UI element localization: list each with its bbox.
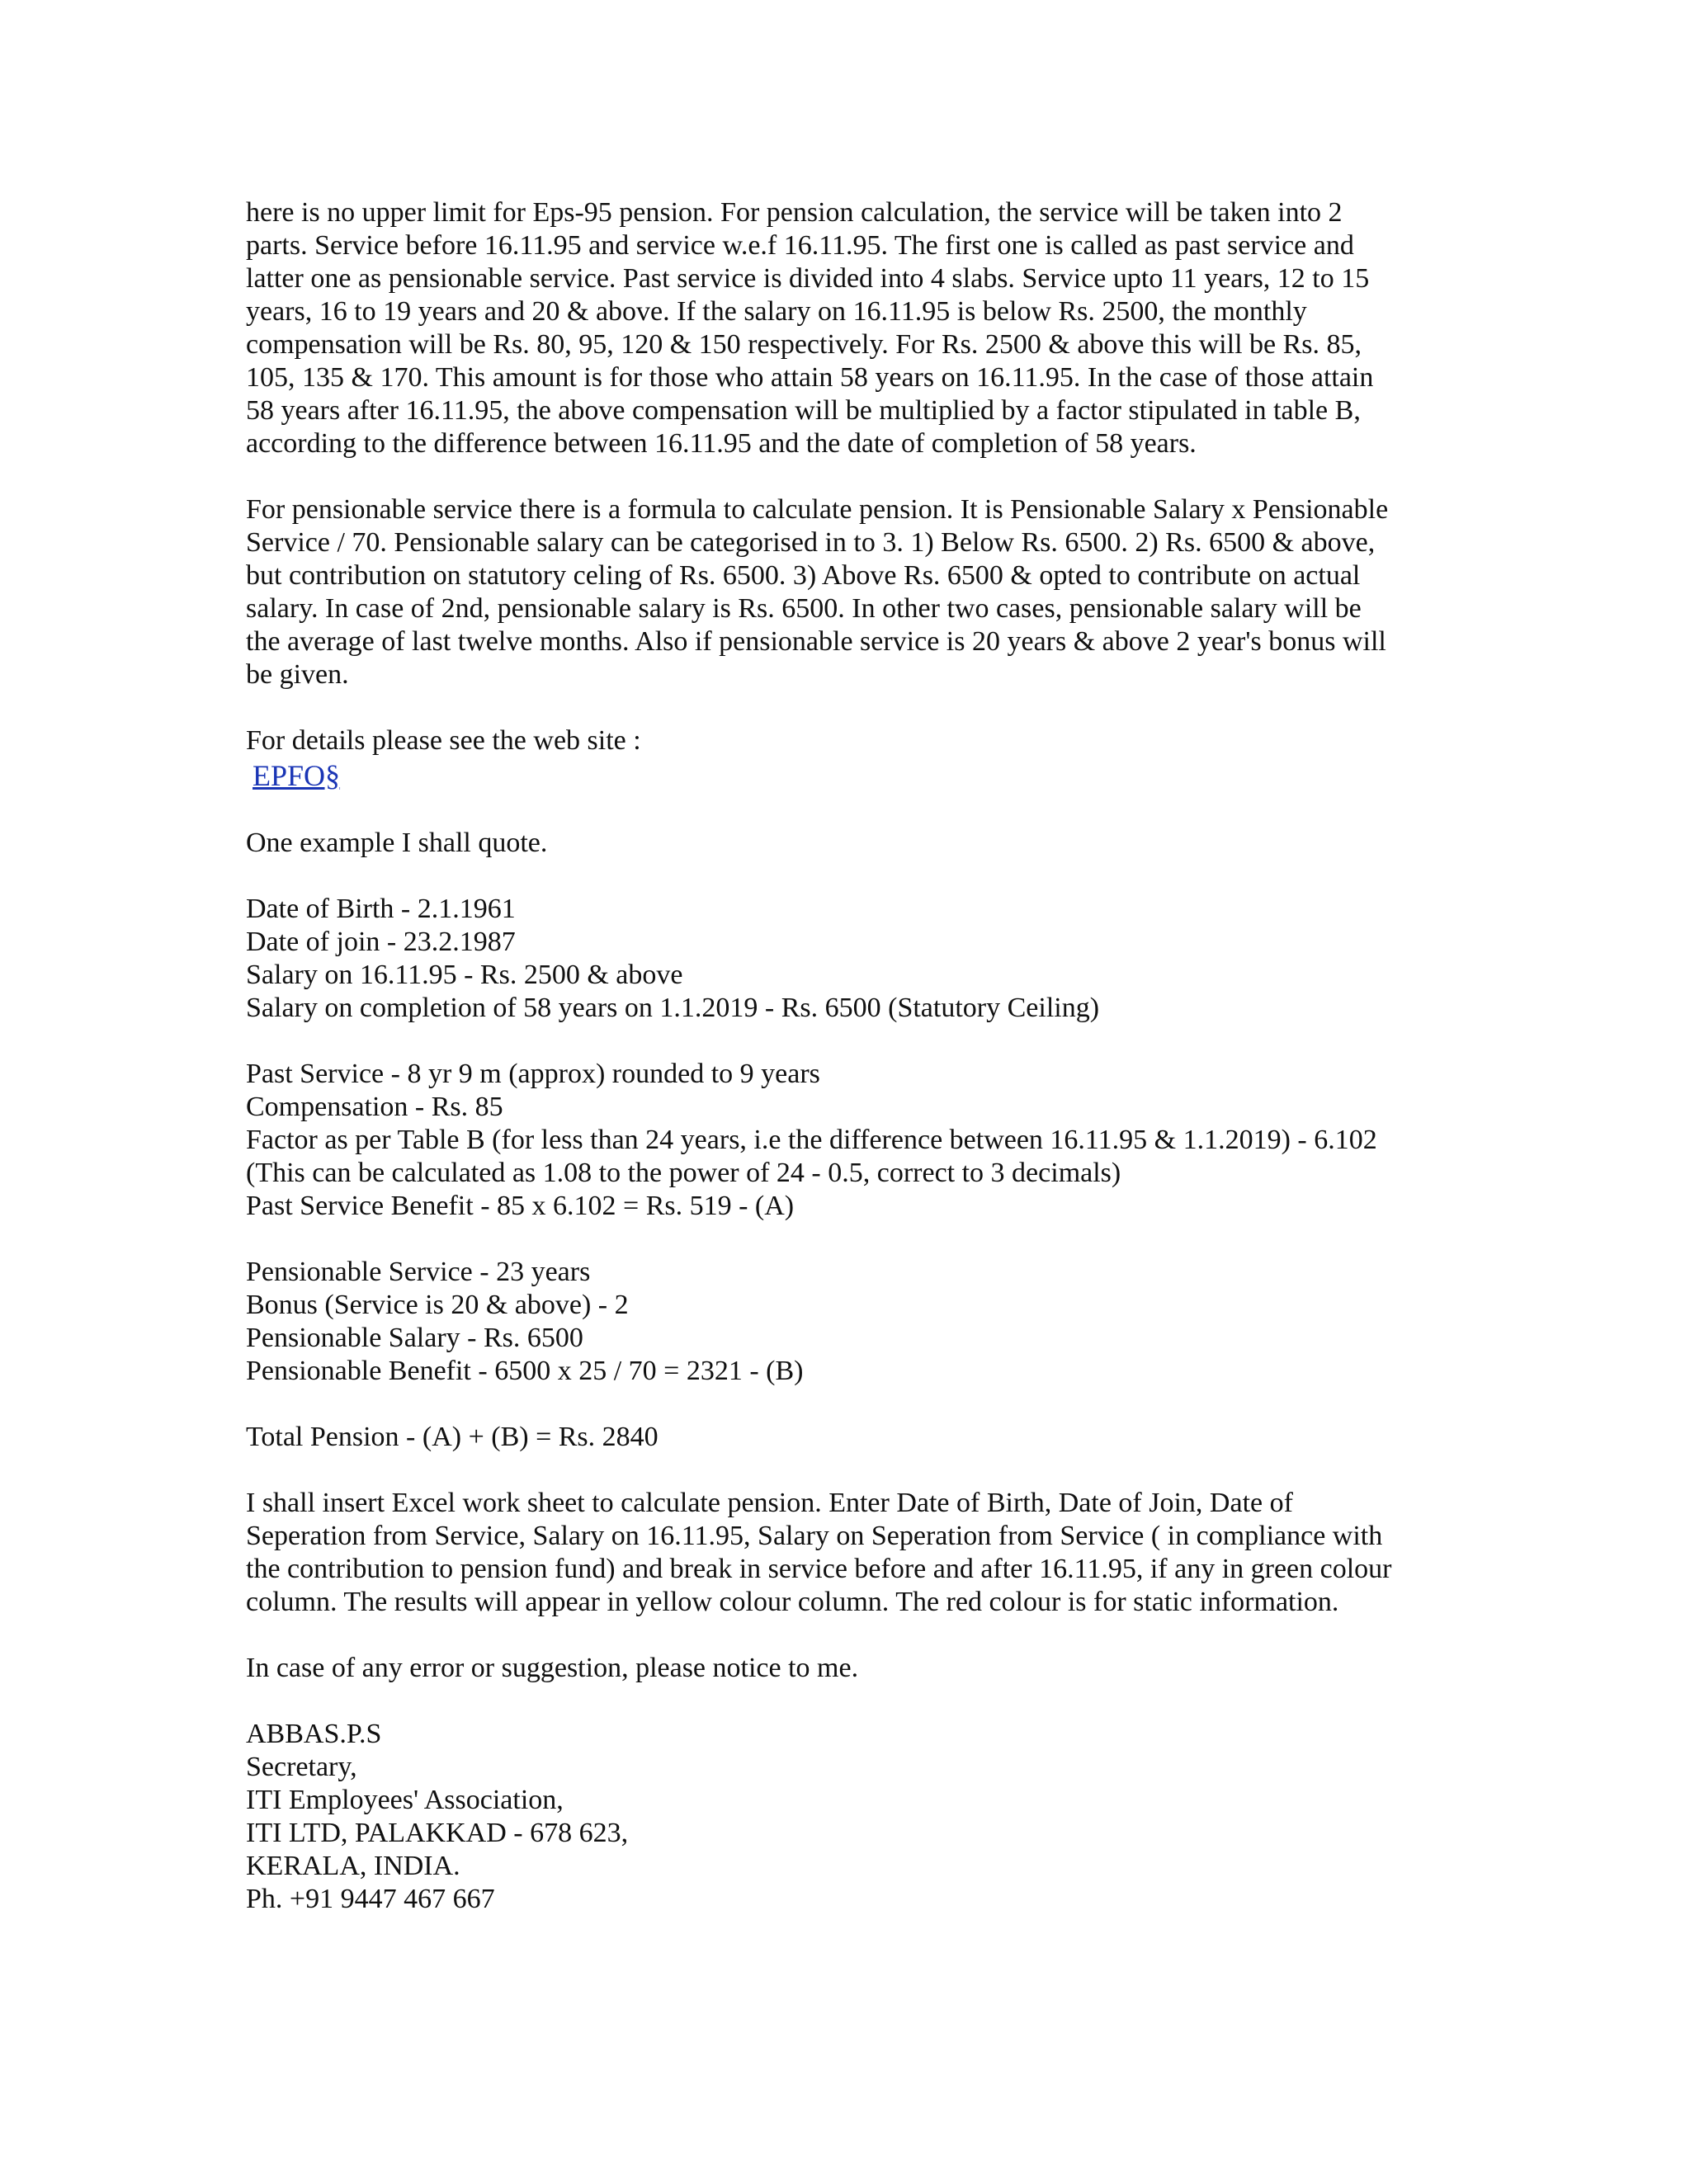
text-line: parts. Service before 16.11.95 and service w.e.f 16.11.95. The first one is called as past service and — [246, 230, 1354, 261]
paragraph-feedback — [246, 1652, 1434, 1685]
text-line: Date of join - 23.2.1987 — [246, 927, 516, 957]
text-line: Salary on 16.11.95 - Rs. 2500 & above — [246, 960, 683, 990]
text-line: according to the difference between 16.11.95 and the date of completion of 58 years. — [246, 428, 1197, 459]
signature-region: KERALA, INDIA. — [246, 1851, 460, 1881]
text-line: latter one as pensionable service. Past service is divided into 4 slabs. Service upto 11 years, 12 to 15 — [246, 263, 1370, 294]
text-line: salary. In case of 2nd, pensionable salary is Rs. 6500. In other two cases, pensionable salary will be — [246, 593, 1362, 624]
signature-address: ITI LTD, PALAKKAD - 678 623, — [246, 1818, 629, 1848]
text-line: Bonus (Service is 20 & above) - 2 — [246, 1290, 629, 1320]
paragraph-past-service — [246, 196, 1434, 460]
text-line: column. The results will appear in yellow colour column. The red colour is for static information. — [246, 1587, 1339, 1617]
example-pensionable — [246, 1256, 1434, 1388]
text-line: 58 years after 16.11.95, the above compensation will be multiplied by a factor stipulated in table B, — [246, 395, 1361, 426]
signature-name: ABBAS.P.S — [246, 1719, 382, 1749]
signature-block — [246, 1718, 1434, 1916]
signature-phone: Ph. +91 9447 467 667 — [246, 1884, 495, 1914]
text-line: Pensionable Benefit - 6500 x 25 / 70 = 2321 - (B) — [246, 1356, 804, 1386]
text-line: Service / 70. Pensionable salary can be categorised in to 3. 1) Below Rs. 6500. 2) Rs. 6500 & above, — [246, 527, 1376, 558]
text-line: Date of Birth - 2.1.1961 — [246, 894, 516, 924]
text-line: Salary on completion of 58 years on 1.1.2019 - Rs. 6500 (Statutory Ceiling) — [246, 993, 1100, 1023]
text-line: be given. — [246, 659, 349, 690]
example-total — [246, 1421, 1434, 1454]
paragraph-pensionable-service — [246, 493, 1434, 691]
text-line: For details please see the web site : — [246, 725, 641, 756]
signature-title: Secretary, — [246, 1752, 357, 1782]
text-line: but contribution on statutory celing of Rs. 6500. 3) Above Rs. 6500 & opted to contribute on actual — [246, 560, 1361, 591]
signature-org: ITI Employees' Association, — [246, 1785, 564, 1815]
example-past-service — [246, 1058, 1434, 1223]
text-line: Factor as per Table B (for less than 24 years, i.e the difference between 16.11.95 & 1.1.2019) - 6.102 — [246, 1125, 1377, 1155]
text-line: the contribution to pension fund) and break in service before and after 16.11.95, if any in green colour — [246, 1554, 1392, 1584]
text-line: Pensionable Salary - Rs. 6500 — [246, 1323, 583, 1353]
text-line: For pensionable service there is a formula to calculate pension. It is Pensionable Salary x Pensionable — [246, 494, 1389, 525]
text-line: compensation will be Rs. 80, 95, 120 & 150 respectively. For Rs. 2500 & above this will be Rs. 85, — [246, 329, 1362, 360]
website-link-row — [246, 757, 1434, 794]
total-pension: Total Pension - (A) + (B) = Rs. 2840 — [246, 1422, 659, 1452]
text-line: Past Service - 8 yr 9 m (approx) rounded to 9 years — [246, 1059, 820, 1089]
document-body — [246, 196, 1434, 1916]
example-dates — [246, 893, 1434, 1025]
example-intro — [246, 827, 1434, 860]
text-line: One example I shall quote. — [246, 828, 548, 858]
details-label — [246, 724, 1434, 757]
text-line: here is no upper limit for Eps-95 pension. For pension calculation, the service will be taken into 2 — [246, 197, 1343, 228]
text-line: In case of any error or suggestion, please notice to me. — [246, 1653, 859, 1683]
text-line: Pensionable Service - 23 years — [246, 1257, 591, 1287]
text-line: I shall insert Excel work sheet to calculate pension. Enter Date of Birth, Date of Join, Date of — [246, 1488, 1293, 1518]
text-line: Compensation - Rs. 85 — [246, 1092, 503, 1122]
text-line: the average of last twelve months. Also if pensionable service is 20 years & above 2 year's bonus will — [246, 626, 1386, 657]
paragraph-excel-sheet — [246, 1487, 1434, 1619]
text-line: 105, 135 & 170. This amount is for those who attain 58 years on 16.11.95. In the case of those attain — [246, 362, 1374, 393]
text-line: years, 16 to 19 years and 20 & above. If the salary on 16.11.95 is below Rs. 2500, the monthly — [246, 296, 1307, 327]
text-line: Seperation from Service, Salary on 16.11.95, Salary on Seperation from Service ( in compliance with — [246, 1521, 1383, 1551]
text-line: (This can be calculated as 1.08 to the power of 24 - 0.5, correct to 3 decimals) — [246, 1158, 1121, 1188]
epfo-link[interactable]: EPFO§ — [253, 759, 341, 792]
text-line: Past Service Benefit - 85 x 6.102 = Rs. 519 - (A) — [246, 1191, 795, 1221]
